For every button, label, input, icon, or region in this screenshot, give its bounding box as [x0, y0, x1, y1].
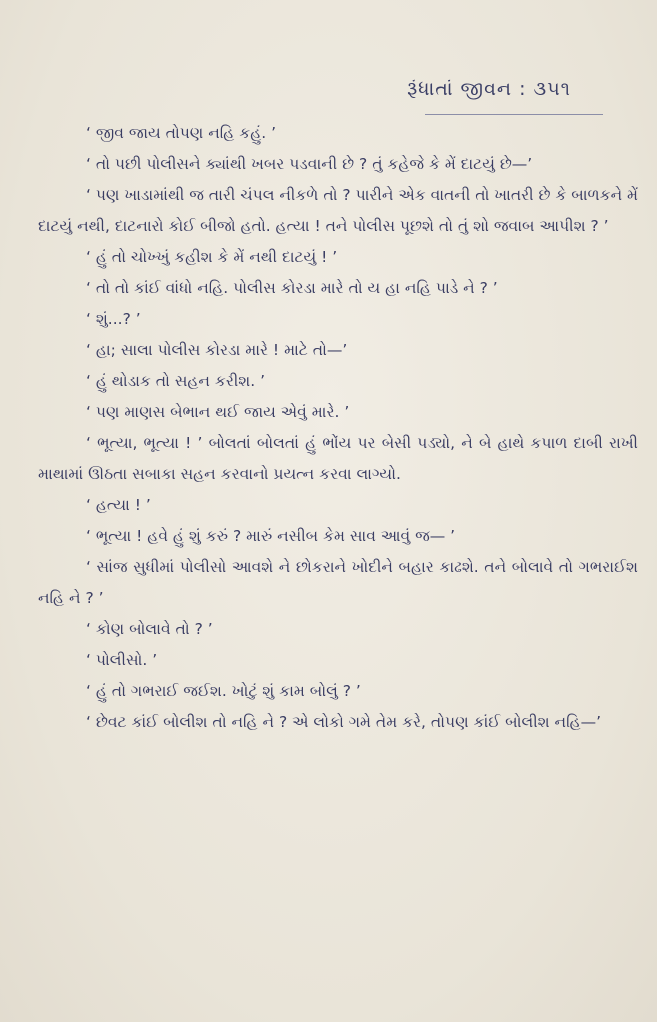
paragraph-8: ‘ હું થોડાક તો સહન કરીશ. ’	[86, 372, 265, 390]
paragraph-1: ‘ જીવ જાય તોપણ નહિ કહું. ’	[86, 124, 276, 142]
paragraph-10: ‘ ભૂત્યા, ભૂત્યા ! ’ બોલતાં બોલતાં હું ભોંય પર બેસી પડ્યો, ને બે હાથે કપાળ દાબી રાખી માથામાં ઊઠતા સબાકા સહન કરવાનો પ્રયત્ન કરવા લાગ્યો.	[38, 434, 638, 483]
paragraph-12: ‘ ભૂત્યા ! હવે હું શું કરું ? મારું નસીબ કેમ સાવ આવું જ— ’	[86, 527, 456, 545]
body-text	[38, 118, 638, 738]
paragraph-17: ‘ છેવટ કાંઈ બોલીશ તો નહિ ને ? એ લોકો ગમે તેમ કરે, તોપણ કાંઈ બોલીશ નહિ—’	[86, 713, 602, 731]
paragraph-3: ‘ પણ ખાડામાંથી જ તારી ચંપલ નીકળે તો ? પારીને એક વાતની તો ખાતરી છે કે બાળકને મેં દાટયું નથી, દાટનારો કોઈ બીજો હતો. હત્યા ! તને પોલીસ પૂછશે તો તું શો જવાબ આપીશ ? ’	[38, 186, 638, 235]
paragraph-4: ‘ હું તો ચોખ્ખું કહીશ કે મેં નથી દાટયું ! ’	[86, 248, 338, 266]
paragraph-13: ‘ સાંજ સુધીમાં પોલીસો આવશે ને છોકરાને ખોદીને બહાર કાઢશે. તને બોલાવે તો ગભરાઈશ નહિ ને ? ’	[38, 558, 638, 607]
running-head: રૂંધાતાં જીવન : ૩૫૧	[407, 78, 571, 100]
paragraph-16: ‘ હું તો ગભરાઈ જઈશ. ખોટું શું કામ બોલું ? ’	[86, 682, 361, 700]
paragraph-5: ‘ તો તો કાંઈ વાંધો નહિ. પોલીસ કોરડા મારે તો ય હા નહિ પાડે ને ? ’	[86, 279, 498, 297]
paragraph-6: ‘ શું...? ’	[86, 310, 141, 328]
paragraph-2: ‘ તો પછી પોલીસને ક્યાંથી ખબર પડવાની છે ? તું કહેજે કે મેં દાટયું છે—’	[86, 155, 533, 173]
header-rule	[425, 114, 603, 115]
paragraph-14: ‘ કોણ બોલાવે તો ? ’	[86, 620, 213, 638]
paragraph-11: ‘ હત્યા ! ’	[86, 496, 151, 514]
paragraph-7: ‘ હા; સાલા પોલીસ કોરડા મારે ! માટે તો—’	[86, 341, 348, 359]
paragraph-9: ‘ પણ માણસ બેભાન થઈ જાય એવું મારે. ’	[86, 403, 350, 421]
paragraph-15: ‘ પોલીસો. ’	[86, 651, 158, 669]
